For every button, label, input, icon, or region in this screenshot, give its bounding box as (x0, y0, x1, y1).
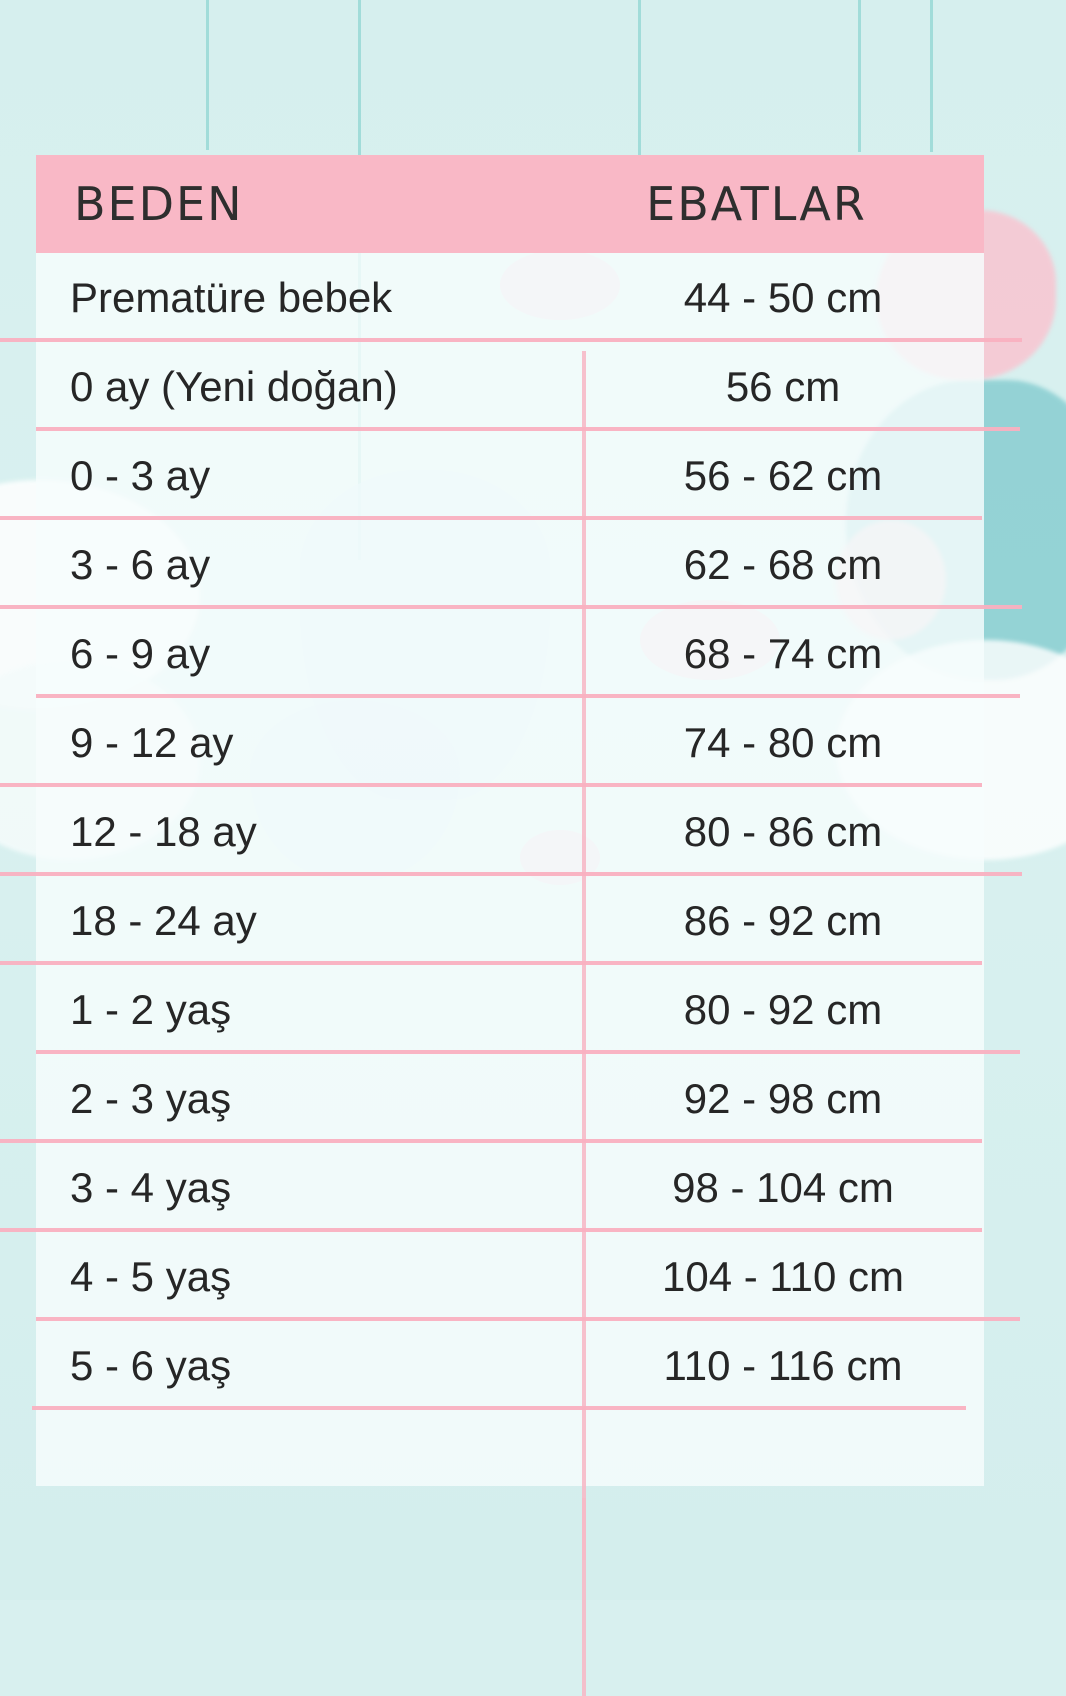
cell-size: 4 - 5 yaş (70, 1252, 232, 1300)
cell-measure: 80 - 86 cm (683, 807, 883, 855)
table-row (36, 342, 984, 431)
cell-measure: 74 - 80 cm (683, 718, 883, 766)
column-header-ebatlar: EBATLAR (646, 177, 867, 231)
cell-measure: 98 - 104 cm (672, 1163, 894, 1211)
cell-size: 9 - 12 ay (70, 718, 234, 766)
table-row (36, 698, 984, 787)
column-header-beden: BEDEN (74, 177, 244, 231)
column-divider-tail (582, 1498, 586, 1560)
cell-measure: 56 - 62 cm (683, 451, 883, 499)
cell-measure: 110 - 116 cm (663, 1341, 903, 1389)
cell-size: 5 - 6 yaş (70, 1341, 232, 1389)
table-row (36, 965, 984, 1054)
cell-size: 2 - 3 yaş (70, 1074, 232, 1122)
table-row (36, 1054, 984, 1143)
table-row (36, 1232, 984, 1321)
table-row (36, 1143, 984, 1232)
table-row (36, 609, 984, 698)
cell-measure: 80 - 92 cm (683, 985, 883, 1033)
cell-size: Prematüre bebek (70, 273, 393, 321)
table-row (36, 431, 984, 520)
hanging-string-4 (858, 0, 861, 152)
cell-measure: 44 - 50 cm (683, 273, 883, 321)
cell-size: 3 - 6 ay (70, 540, 211, 588)
cell-measure: 68 - 74 cm (683, 629, 883, 677)
cell-size: 0 ay (Yeni doğan) (70, 362, 398, 410)
cell-size: 12 - 18 ay (70, 807, 257, 855)
cell-size: 0 - 3 ay (70, 451, 211, 499)
cell-size: 6 - 9 ay (70, 629, 211, 677)
cell-size: 18 - 24 ay (70, 896, 257, 944)
cell-measure: 86 - 92 cm (683, 896, 883, 944)
table-row (36, 253, 984, 342)
table-footer-spacer (36, 1410, 984, 1486)
table-row (36, 787, 984, 876)
table-row (36, 520, 984, 609)
table-row (36, 1321, 984, 1410)
cell-measure: 92 - 98 cm (683, 1074, 883, 1122)
hanging-string-1 (206, 0, 209, 150)
size-chart-table (36, 155, 984, 1486)
hanging-string-5 (930, 0, 933, 152)
cell-measure: 56 cm (725, 362, 841, 410)
cell-size: 1 - 2 yaş (70, 985, 232, 1033)
table-body (36, 253, 984, 1410)
cell-measure: 104 - 110 cm (661, 1252, 904, 1300)
hanging-string-3 (638, 0, 641, 160)
table-header-row (36, 155, 984, 253)
table-row (36, 876, 984, 965)
cell-measure: 62 - 68 cm (683, 540, 883, 588)
cell-size: 3 - 4 yaş (70, 1163, 232, 1211)
